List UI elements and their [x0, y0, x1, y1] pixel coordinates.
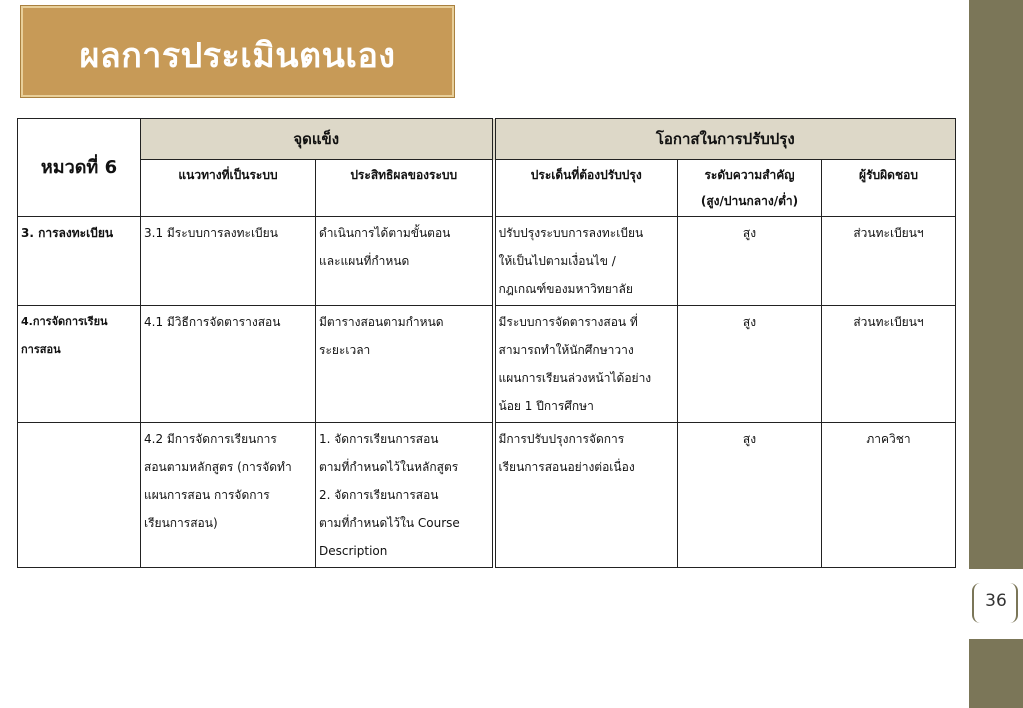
cell-line: มีการปรับปรุงการจัดการ	[498, 432, 625, 446]
importance-cell: สูง	[678, 423, 822, 568]
cell-line: ตามที่กำหนดไว้ในหลักสูตร	[319, 460, 459, 474]
cell-line: สามารถทำให้นักศึกษาวาง	[498, 343, 634, 357]
category-cell: หมวดที่ 6	[18, 119, 141, 217]
section-line: การสอน	[21, 343, 61, 356]
issues-cell	[494, 306, 678, 423]
strengths-header: จุดแข็ง	[141, 119, 494, 160]
cell-line: ปรับปรุงระบบการลงทะเบียน	[498, 226, 644, 240]
col-header-issues: ประเด็นที่ต้องปรับปรุง	[494, 160, 678, 217]
issues-cell	[494, 423, 678, 568]
cell-line: เรียนการสอน)	[144, 516, 218, 530]
effectiveness-cell	[316, 217, 494, 306]
cell-line: ดำเนินการได้ตามขั้นตอน	[319, 226, 451, 240]
cell-line: แผนการเรียนล่วงหน้าได้อย่าง	[498, 371, 652, 385]
assessment-table	[17, 118, 956, 568]
cell-line: มีตารางสอนตามกำหนด	[319, 315, 444, 329]
owner-cell: ส่วนทะเบียนฯ	[822, 306, 956, 423]
col-header-approach: แนวทางที่เป็นระบบ	[141, 160, 316, 217]
section-line: 4.การจัดการเรียน	[21, 315, 108, 328]
section-cell-empty	[18, 423, 141, 568]
col-header-importance-line1: ระดับความสำคัญ	[704, 168, 795, 182]
approach-cell	[141, 306, 316, 423]
improvements-header: โอกาสในการปรับปรุง	[494, 119, 956, 160]
cell-line: แผนการสอน การจัดการ	[144, 488, 270, 502]
cell-line: 1. จัดการเรียนการสอน	[319, 432, 439, 446]
approach-cell	[141, 423, 316, 568]
section-cell: 3. การลงทะเบียน	[18, 217, 141, 306]
title-banner	[21, 6, 454, 97]
table-row	[18, 217, 956, 306]
table-row	[18, 306, 956, 423]
cell-line: มีระบบการจัดตารางสอน ที่	[498, 315, 638, 329]
cell-line: ระยะเวลา	[319, 343, 371, 357]
col-header-effectiveness: ประสิทธิผลของระบบ	[316, 160, 494, 217]
page-number-box	[969, 569, 1023, 639]
owner-cell: ภาควิชา	[822, 423, 956, 568]
owner-cell: ส่วนทะเบียนฯ	[822, 217, 956, 306]
cell-line: ให้เป็นไปตามเงื่อนไข /	[498, 254, 616, 268]
cell-line: และแผนที่กำหนด	[319, 254, 410, 268]
cell-line: ตามที่กำหนดไว้ใน Course	[319, 516, 460, 530]
page-title: ผลการประเมินตนเอง	[79, 36, 396, 76]
header-row-columns	[18, 160, 956, 217]
cell-line: 4.2 มีการจัดการเรียนการ	[144, 432, 277, 446]
importance-cell: สูง	[678, 306, 822, 423]
importance-cell: สูง	[678, 217, 822, 306]
cell-line: 3.1 มีระบบการลงทะเบียน	[144, 226, 278, 240]
issues-cell	[494, 217, 678, 306]
cell-line: Description	[319, 544, 388, 558]
page-number: 36	[985, 591, 1007, 611]
cell-line: สอนตามหลักสูตร (การจัดทำ	[144, 460, 292, 474]
cell-line: 2. จัดการเรียนการสอน	[319, 488, 439, 502]
cell-line: เรียนการสอนอย่างต่อเนื่อง	[498, 460, 635, 474]
cell-line: น้อย 1 ปีการศึกษา	[498, 399, 594, 413]
table-row	[18, 423, 956, 568]
effectiveness-cell	[316, 423, 494, 568]
cell-line: 4.1 มีวิธีการจัดตารางสอน	[144, 315, 281, 329]
effectiveness-cell	[316, 306, 494, 423]
approach-cell	[141, 217, 316, 306]
col-header-owner: ผู้รับผิดชอบ	[822, 160, 956, 217]
header-row-groups	[18, 119, 956, 160]
section-cell	[18, 306, 141, 423]
cell-line: กฎเกณฑ์ของมหาวิทยาลัย	[498, 282, 633, 296]
col-header-importance	[678, 160, 822, 217]
col-header-importance-line2: (สูง/ปานกลาง/ต่ำ)	[700, 194, 799, 208]
